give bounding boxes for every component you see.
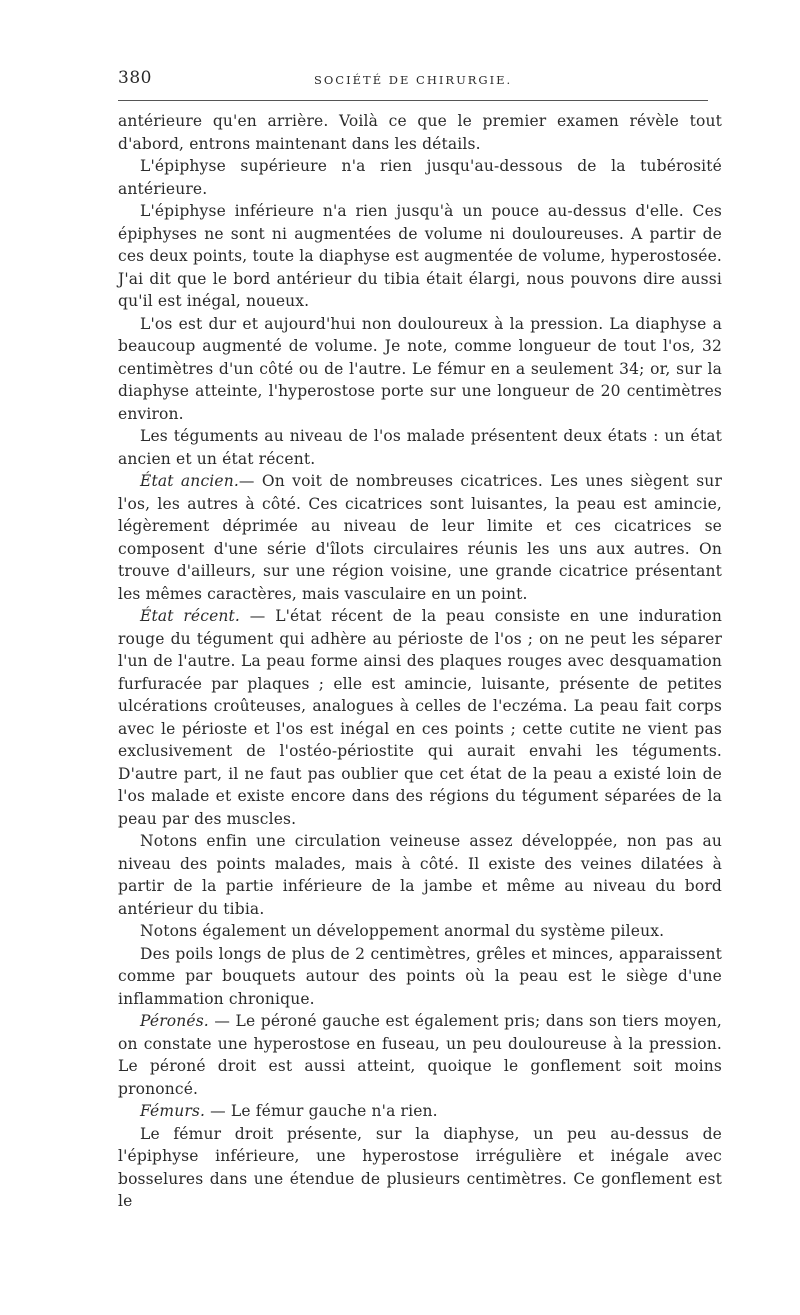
paragraph: antérieure qu'en arrière. Voilà ce que le premier examen révèle tout d'abord, entrons maintenant dans les détails. bbox=[118, 112, 722, 153]
body-text bbox=[118, 110, 722, 1213]
paragraph: L'épiphyse inférieure n'a rien jusqu'à un pouce au-dessus d'elle. Ces épiphyses ne sont ni augmentées de volume ni douloureuses. A partir de ces deux points, toute la diaphyse est augmentée de volume, hyperostosée. J'ai dit que le bord antérieur du tibia était élargi, nous pouvons dire aussi qu'il est inégal, noueux. bbox=[118, 202, 722, 310]
section-label: État ancien. bbox=[140, 472, 239, 490]
paragraph: L'os est dur et aujourd'hui non douloureux à la pression. La diaphyse a beaucoup augmenté de volume. Je note, comme longueur de tout l'os, 32 centimètres d'un côté ou de l'autre. Le fémur en a seulement 34; or, sur la diaphyse atteinte, l'hyperostose porte sur une longueur de 20 centimètres environ. bbox=[118, 314, 722, 423]
paragraph: Le fémur droit présente, sur la diaphyse, un peu au-dessus de l'épiphyse inférieure, une hyperostose irrégulière et inégale avec bosselures dans une étendue de plusieurs centimètres. Ce gonflement est le bbox=[118, 1124, 722, 1210]
header-rule bbox=[118, 100, 708, 101]
running-title: SOCIÉTÉ DE CHIRURGIE. bbox=[314, 73, 513, 87]
book-page bbox=[118, 62, 722, 1213]
paragraph: Notons également un développement anormal du système pileux. bbox=[140, 922, 665, 940]
paragraph: Les téguments au niveau de l'os malade présentent deux états : un état ancien et un état récent. bbox=[118, 427, 722, 468]
paragraph: L'épiphyse supérieure n'a rien jusqu'au-dessous de la tubérosité antérieure. bbox=[118, 157, 722, 198]
section-label: Péronés. bbox=[140, 1012, 209, 1030]
paragraph: Notons enfin une circulation veineuse assez développée, non pas au niveau des points malades, mais à côté. Il existe des veines dilatées à partir de la partie inférieure de la jambe et même au niveau du bord antérieur du tibia. bbox=[118, 832, 722, 918]
paragraph-etat-ancien: État ancien.— On voit de nombreuses cicatrices. Les unes siègent sur l'os, les autres à côté. Ces cicatrices sont luisantes, la peau est amincie, légèrement déprimée au niveau de leur limite et ces cicatrices se composent d'une série d'îlots circulaires réunis les uns aux autres. On trouve d'ailleurs, sur une région voisine, une grande cicatrice présentant les mêmes caractères, mais vasculaire en un point. bbox=[118, 472, 722, 603]
paragraph: Des poils longs de plus de 2 centimètres, grêles et minces, apparaissent comme par bouquets autour des points où la peau est le siège d'une inflammation chronique. bbox=[118, 944, 722, 1008]
paragraph-femurs: Fémurs. — Le fémur gauche n'a rien. bbox=[140, 1102, 438, 1120]
page-number: 380 bbox=[118, 68, 152, 88]
section-label: État récent. bbox=[140, 607, 241, 625]
page-header bbox=[118, 62, 722, 92]
paragraph-etat-recent: État récent. — L'état récent de la peau consiste en une induration rouge du tégument qui adhère au périoste de l'os ; on ne peut les séparer l'un de l'autre. La peau forme ainsi des plaques rouges avec desquamation furfuracée par plaques ; elle est amincie, luisante, présente de petites ulcérations croûteuses, analogues à celles de l'eczéma. La peau fait corps avec le périoste et l'os est inégal en ces points ; cette cutite ne vient pas exclusivement de l'ostéo-périostite qui aurait envahi les téguments. D'autre part, il ne faut pas oublier que cet état de la peau a existé loin de l'os malade et existe encore dans des régions du tégument séparées de la peau par des muscles. bbox=[118, 607, 722, 828]
paragraph-perones: Péronés. — Le péroné gauche est également pris; dans son tiers moyen, on constate une hyperostose en fuseau, un peu douloureuse à la pression. Le péroné droit est aussi atteint, quoique le gonflement soit moins prononcé. bbox=[118, 1012, 722, 1098]
section-label: Fémurs. bbox=[140, 1102, 206, 1120]
